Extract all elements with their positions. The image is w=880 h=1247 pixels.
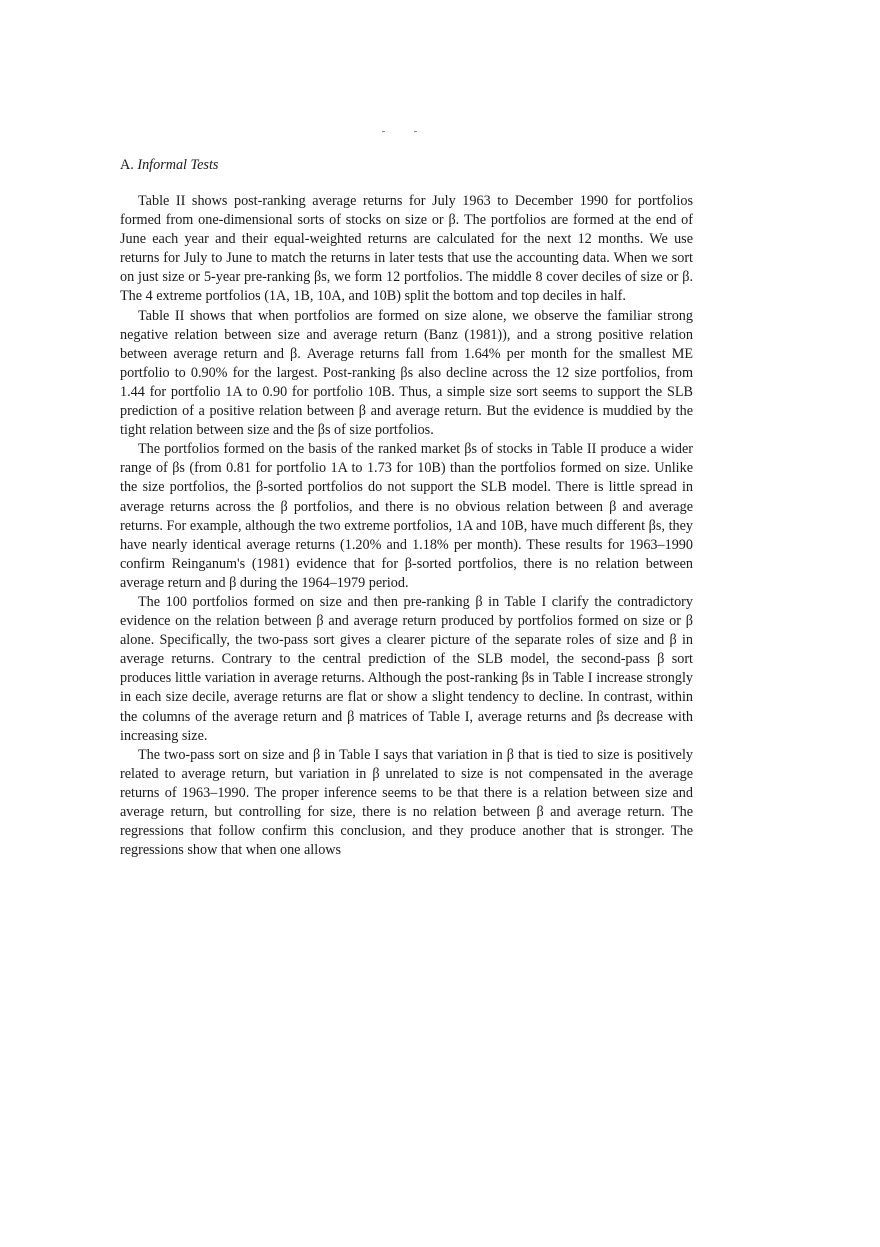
section-heading (120, 156, 218, 174)
section-label: A. (120, 157, 134, 173)
body-text (120, 192, 693, 860)
paragraph-3: The portfolios formed on the basis of the ranked market βs of stocks in Table II produce a wider range of βs (from 0.81 for portfolio 1A to 1.73 for 10B) than the portfolios formed on size. Unlike the size portfolios, the β-sorted portfolios do not support the SLB model. There is little spread in average returns across the β portfolios, and there is no obvious relation between β and average returns. For example, although the two extreme portfolios, 1A and 10B, have much different βs, they have nearly identical average returns (1.20% and 1.18% per month). These results for 1963–1990 confirm Reinganum's (1981) evidence that for β-sorted portfolios, there is no relation between average return and β during the 1964–1979 period. (120, 441, 693, 591)
paragraph-5: The two-pass sort on size and β in Table I says that variation in β that is tied to size is positively related to average return, but variation in β unrelated to size is not compensated in the average returns of 1963–1990. The proper inference seems to be that there is a relation between size and average return, but controlling for size, there is no relation between β and average return. The regressions that follow confirm this conclusion, and they produce another that is stronger. The regressions show that when one allows (120, 746, 693, 859)
paragraph-4: The 100 portfolios formed on size and then pre-ranking β in Table I clarify the contradictory evidence on the relation between β and average return produced by portfolios formed on size or β alone. Specifically, the two-pass sort gives a clearer picture of the separate roles of size and β in average returns. Contrary to the central prediction of the SLB model, the second-pass β sort produces little variation in average returns. Although the post-ranking βs in Table I increase strongly in each size decile, average returns are flat or show a slight tendency to decline. In contrast, within the columns of the average return and β matrices of Table I, average returns and βs decrease with increasing size. (120, 593, 693, 744)
section-title: Informal Tests (137, 157, 219, 173)
scan-artifact (382, 131, 422, 135)
paragraph-1: Table II shows post-ranking average returns for July 1963 to December 1990 for portfolios formed from one-dimensional sorts of stocks on size or β. The portfolios are formed at the end of June each year and their equal-weighted returns are calculated for the next 12 months. We use returns for July to June to match the returns in later tests that use the accounting data. When we sort on just size or 5-year pre-ranking βs, we form 12 portfolios. The middle 8 cover deciles of size or β. The 4 extreme portfolios (1A, 1B, 10A, and 10B) split the bottom and top deciles in half. (120, 193, 693, 305)
paragraph-2: Table II shows that when portfolios are formed on size alone, we observe the familiar strong negative relation between size and average return (Banz (1981)), and a strong positive relation between average return and β. Average returns fall from 1.64% per month for the smallest ME portfolio to 0.90% for the largest. Post-ranking βs also decline across the 12 size portfolios, from 1.44 for portfolio 1A to 0.90 for portfolio 10B. Thus, a simple size sort seems to support the SLB prediction of a positive relation between β and average return. But the evidence is muddied by the tight relation between size and the βs of size portfolios. (120, 307, 693, 439)
